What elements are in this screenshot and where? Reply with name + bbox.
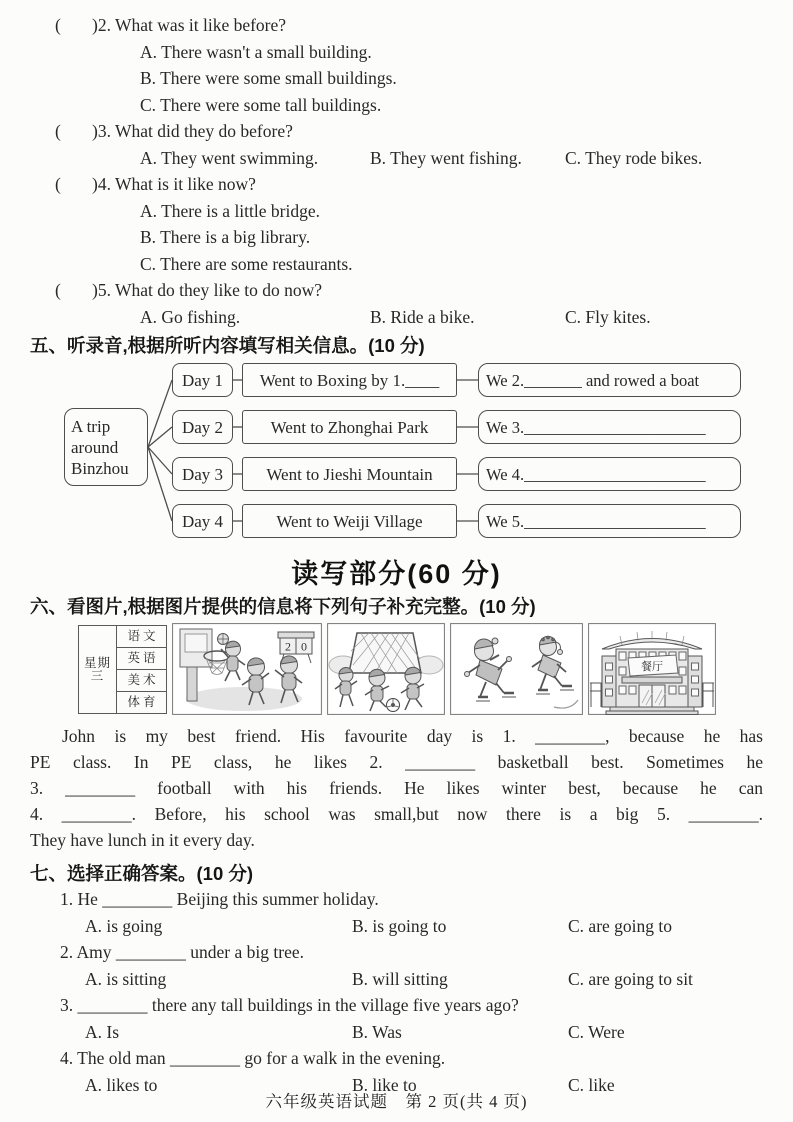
question-5-stem <box>55 277 763 304</box>
day1-result-box: We 2._______ and rowed a boat <box>478 363 741 397</box>
question-4-option-c: C. There are some restaurants. <box>140 253 353 274</box>
paragraph-line: PE class. In PE class, he likes 2. ________ basketball best. Sometimes he <box>30 752 763 772</box>
s7-q1-option-c: C. are going to <box>568 915 673 936</box>
s7-q3-option-b: B. Was <box>352 1021 402 1042</box>
question-2-option-c: C. There were some tall buildings. <box>140 94 382 115</box>
answer-bracket: ( <box>55 121 61 141</box>
cloze-paragraph <box>30 723 763 853</box>
section5-heading: 五、听录音,根据所听内容填写相关信息。(10 分) <box>30 335 425 356</box>
s7-question-1-stem: 1. He ________ Beijing this summer holiday. <box>60 889 379 909</box>
question-text: )5. What do they like to do now? <box>92 280 323 300</box>
answer-bracket: ( <box>55 174 61 194</box>
question-4-option-b: B. There is a big library. <box>140 227 311 247</box>
svg-text:0: 0 <box>301 639 307 654</box>
s7-q1-option-b: B. is going to <box>352 915 447 936</box>
day3-activity-box: Went to Jieshi Mountain <box>242 457 457 491</box>
page-footer: 六年级英语试题 第 2 页(共 4 页) <box>265 1092 528 1111</box>
paragraph-line: 4. ________. Before, his school was small,but now there is a big 5. ________. <box>30 804 763 824</box>
s7-q2-option-c: C. are going to sit <box>568 968 693 989</box>
question-3-stem <box>55 118 763 145</box>
question-4-stem <box>55 171 763 198</box>
basketball-scene-illustration <box>172 623 322 715</box>
trip-diagram <box>30 360 763 542</box>
question-4-option-a: A. There is a little bridge. <box>140 200 320 221</box>
section6-heading: 六、看图片,根据图片提供的信息将下列句子补充完整。(10 分) <box>30 596 536 617</box>
question-5-option-c: C. Fly kites. <box>565 306 651 327</box>
day2-result-box: We 3.______________________ <box>478 410 741 444</box>
day1-activity-box: Went to Boxing by 1.____ <box>242 363 457 397</box>
day4-activity-box: Went to Weiji Village <box>242 504 457 538</box>
part2-heading: 读写部分(60 分) <box>291 559 502 589</box>
answer-bracket: ( <box>55 280 61 300</box>
schedule-day-cell: 星期三 <box>79 626 117 714</box>
dining-hall-illustration <box>588 623 716 715</box>
paragraph-line: 3. ________ football with his friends. He likes winter best, because he can <box>30 778 763 798</box>
day2-activity-box: Went to Zhonghai Park <box>242 410 457 444</box>
s7-q4-option-c: C. like <box>568 1074 615 1095</box>
question-5-options <box>140 304 763 331</box>
trip-root-box: A trip around Binzhou <box>64 408 148 486</box>
svg-text:餐厅: 餐厅 <box>641 661 663 673</box>
s7-q4-option-a: A. likes to <box>85 1074 158 1095</box>
question-text: )3. What did they do before? <box>92 121 293 141</box>
s7-question-3-options <box>85 1019 763 1046</box>
listening-mc-section <box>30 12 763 330</box>
day1-box: Day 1 <box>172 363 233 397</box>
picture-row <box>78 623 763 715</box>
football-icon <box>387 699 400 712</box>
s7-q3-option-a: A. Is <box>85 1021 120 1042</box>
s7-q2-option-b: B. will sitting <box>352 968 448 989</box>
football-goal-icon <box>349 633 421 673</box>
question-2-option-b: B. There were some small buildings. <box>140 68 397 88</box>
schedule-subject-cell: 英语 <box>117 648 167 670</box>
s7-question-1-options <box>85 913 763 940</box>
day4-result-box: We 5.______________________ <box>478 504 741 538</box>
s7-q4-option-b: B. like to <box>352 1074 417 1095</box>
question-3-option-b: B. They went fishing. <box>370 147 522 168</box>
football-scene-illustration <box>327 623 445 715</box>
schedule-subject-cell: 体育 <box>117 692 167 714</box>
schedule-table <box>78 625 167 714</box>
question-3-option-a: A. They went swimming. <box>140 147 319 168</box>
s7-q3-option-c: C. Were <box>568 1021 625 1042</box>
question-2-stem <box>55 12 763 39</box>
paragraph-line: John is my best friend. His favourite day is 1. ________, because he has <box>62 726 763 746</box>
answer-bracket: ( <box>55 15 61 35</box>
skating-scene-illustration <box>450 623 583 715</box>
question-text: )4. What is it like now? <box>92 174 256 194</box>
section7-heading: 七、选择正确答案。(10 分) <box>30 863 254 884</box>
question-5-option-b: B. Ride a bike. <box>370 306 475 327</box>
day3-result-box: We 4.______________________ <box>478 457 741 491</box>
day4-box: Day 4 <box>172 504 233 538</box>
s7-question-2-options <box>85 966 763 993</box>
day3-box: Day 3 <box>172 457 233 491</box>
schedule-subject-cell: 美术 <box>117 670 167 692</box>
paragraph-line: They have lunch in it every day. <box>30 830 255 850</box>
s7-question-3-stem: 3. ________ there any tall buildings in the village five years ago? <box>60 995 519 1015</box>
question-3-option-c: C. They rode bikes. <box>565 147 703 168</box>
question-2-option-a: A. There wasn't a small building. <box>140 41 372 62</box>
question-text: )2. What was it like before? <box>92 15 287 35</box>
schedule-subject-cell: 语文 <box>117 626 167 648</box>
s7-question-2-stem: 2. Amy ________ under a big tree. <box>60 942 304 962</box>
s7-q1-option-a: A. is going <box>85 915 163 936</box>
question-3-options <box>140 145 763 172</box>
s7-question-4-stem: 4. The old man ________ go for a walk in the evening. <box>60 1048 446 1068</box>
question-5-option-a: A. Go fishing. <box>140 306 241 327</box>
s7-q2-option-a: A. is sitting <box>85 968 167 989</box>
day2-box: Day 2 <box>172 410 233 444</box>
svg-text:2: 2 <box>285 639 291 654</box>
